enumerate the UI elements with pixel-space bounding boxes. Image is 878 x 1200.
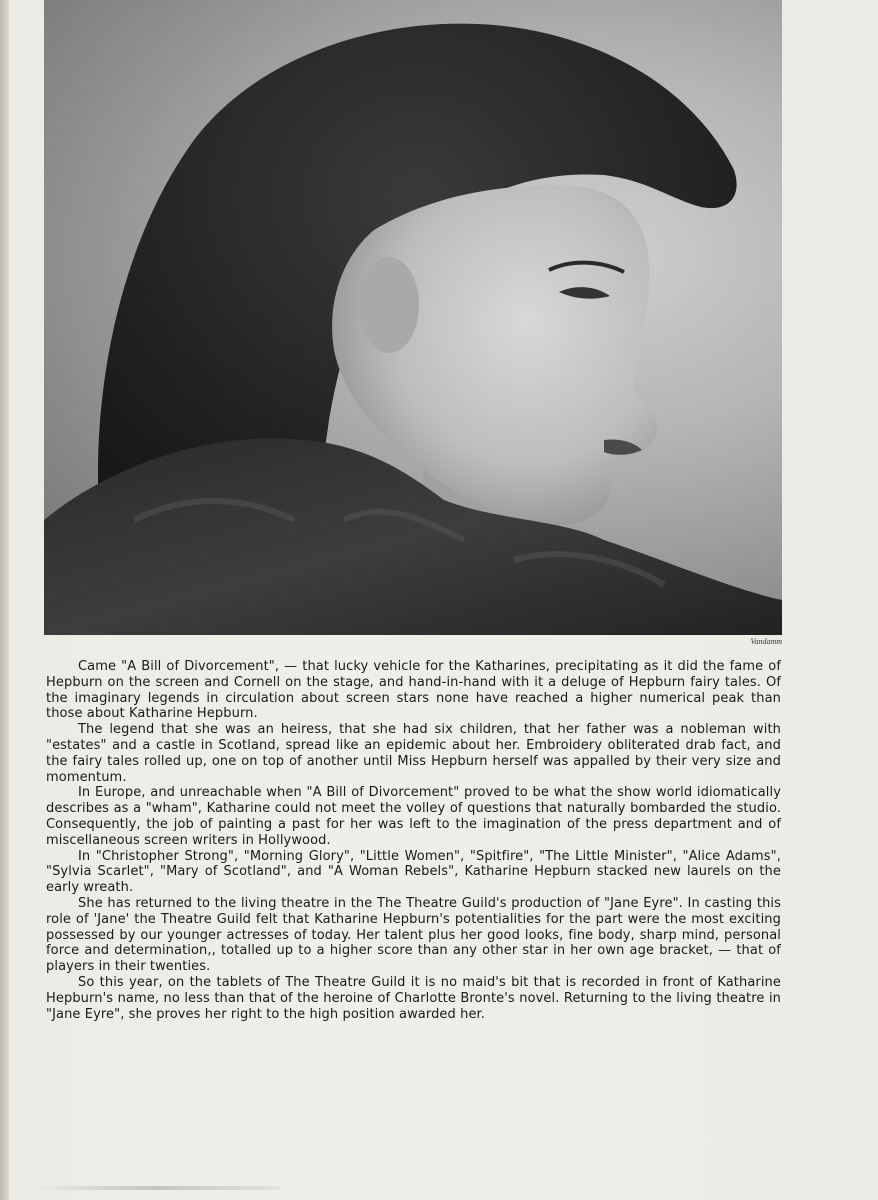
portrait-photo [44,0,782,635]
article-paragraph: Came "A Bill of Divorcement", — that lucky vehicle for the Katharines, precipitating as it did the fame of Hepburn on the screen and Cornell on the stage, and hand-in-hand with it a deluge of Hepburn fairy tales. Of the imaginary legends in circulation about screen stars none have reached a higher numerical peak than those about Katharine Hepburn. [46,659,781,722]
article-paragraph: So this year, on the tablets of The Theatre Guild it is no maid's bit that is recorded in front of Katharine Hepburn's name, no less than that of the heroine of Charlotte Bronte's novel. Returning to the living theatre in "Jane Eyre", she proves her right to the high position awarded her. [46,974,781,1022]
article-paragraph: The legend that she was an heiress, that she had six children, that her father was a nobleman with "estates" and a castle in Scotland, spread like an epidemic about her. Embroidery obliterated drab fact, and the fairy tales rolled up, one on top of another until Miss Hepburn herself was appalled by their very size and momentum. [46,722,781,785]
ear-shape [359,257,419,353]
article-paragraph: She has returned to the living theatre in the The Theatre Guild's production of "Jane Eyre". In casting this role of 'Jane' the Theatre Guild felt that Katharine Hepburn's potentialities for the part were the most exciting possessed by our younger actresses of today. Her talent plus her good looks, fine body, sharp mind, personal force and determination,, totalled up to a higher score than any other star in her own age bracket, — that of players in their twenties. [46,895,781,975]
scarf-shape [44,438,782,635]
article-body [46,659,781,1022]
article-paragraph: In "Christopher Strong", "Morning Glory", "Little Women", "Spitfire", "The Little Minister", "Alice Adams", "Sylvia Scarlet", "Mary of Scotland", and "A Woman Rebels", Katharine Hepburn stacked new laurels on the early wreath. [46,848,781,896]
article-paragraph: In Europe, and unreachable when "A Bill of Divorcement" proved to be what the show world idiomatically describes as a "wham", Katharine could not meet the volley of questions that naturally bombarded the studio. Consequently, the job of painting a past for her was left to the imagination of the press department and of miscellaneous screen writers in Hollywood. [46,785,781,848]
page-binding-edge [0,0,9,1200]
page-smudge [30,1186,280,1190]
photo-credit: Vandamm [750,637,782,646]
portrait-illustration [44,0,782,635]
